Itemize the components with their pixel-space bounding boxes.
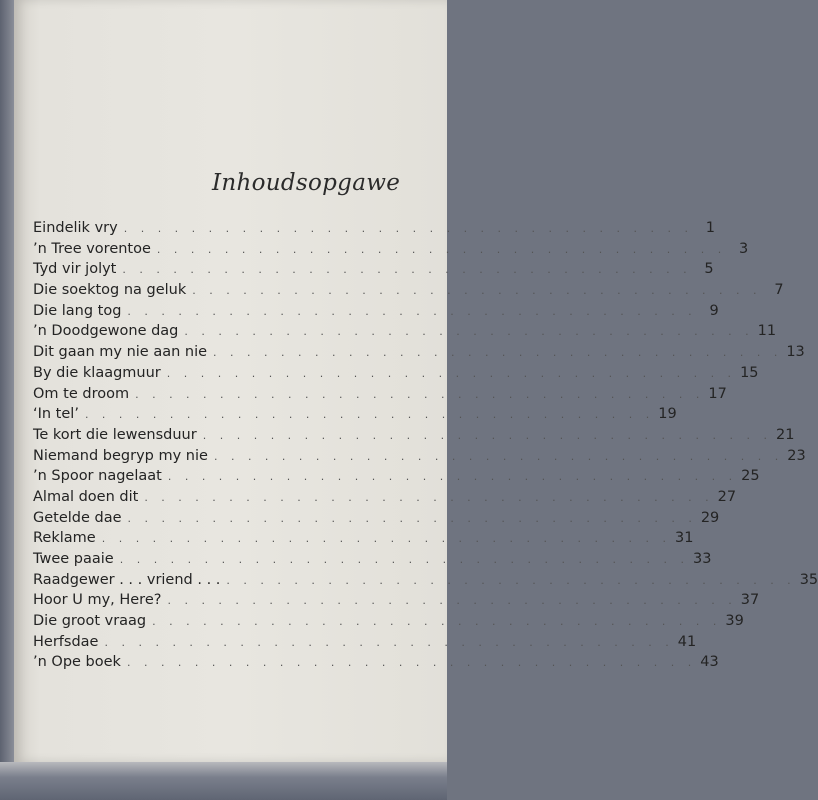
toc-entry-title: Herfsdae xyxy=(33,633,99,650)
toc-entry-title: Die lang tog xyxy=(33,302,122,319)
toc-entry xyxy=(33,282,784,303)
toc-leader-dots: . . . . . . . . . . . . . . . . . . . . . . . . . . . . . . . . . . xyxy=(126,656,697,670)
toc-leader-dots: . . . . . . . . . . . . . . . . . . . . . . . . . . . . . . . . . . xyxy=(226,573,796,587)
toc-entry-title: Eindelik vry xyxy=(33,220,118,236)
toc-leader-dots: . . . . . . . . . . . . . . . . . . . . . . . . . . . . . . . . . . xyxy=(213,449,784,463)
toc-leader-dots: . . . . . . . . . . . . . . . . . . . . . . . . . . . . . . . . . . xyxy=(192,284,762,298)
toc-entry-page: 19 xyxy=(658,406,677,423)
toc-leader-dots: . . . . . . . . . . . . . . . . . . . . . . . . . . . . . . . . . . xyxy=(84,408,655,422)
toc-entry xyxy=(33,509,720,531)
toc-entry xyxy=(33,571,818,593)
toc-entry xyxy=(33,302,719,324)
toc-entry-title: ’n Tree vorentoe xyxy=(33,240,151,257)
toc-entry-title: Dit gaan my nie aan nie xyxy=(33,344,208,361)
toc-leader-dots: . . . . . . . . . . . . . . . . . . . . . . . . . . . . . . . . . . xyxy=(123,222,693,235)
toc-entry-title: ’n Spoor nagelaat xyxy=(33,468,162,485)
toc-entry-page: 25 xyxy=(741,468,760,485)
toc-entry-title: Hoor U my, Here? xyxy=(33,592,162,609)
toc-entry-title: Twee paaie xyxy=(33,551,114,567)
toc-entry xyxy=(33,613,744,634)
toc-entry-title: Niemand begryp my nie xyxy=(33,447,208,464)
page-bottom-edge xyxy=(0,762,447,800)
toc-entry xyxy=(33,654,719,675)
toc-entry xyxy=(33,240,749,262)
toc-entry-title: Reklame xyxy=(33,530,96,547)
toc-entry-page: 7 xyxy=(774,282,784,299)
toc-entry-page: 5 xyxy=(704,261,714,278)
toc-entry xyxy=(33,530,694,551)
toc-entry-page: 27 xyxy=(717,488,737,505)
toc-entry-page: 33 xyxy=(692,551,712,567)
toc-entry xyxy=(33,551,712,572)
toc-leader-dots: . . . . . . . . . . . . . . . . . . . . . . . . . . . . . . . . . . xyxy=(127,511,697,525)
toc-entry-page: 15 xyxy=(740,364,759,381)
page-title: Inhoudsopgawe xyxy=(212,170,401,196)
toc-leader-dots: . . . . . . . . . . . . . . . . . . . . . . . . . . . . . . . . . . xyxy=(167,470,738,484)
toc-leader-dots: . . . . . . . . . . . . . . . . . . . . . . . . . . . . . . . . . . xyxy=(119,553,689,566)
toc-entry-title: Om te droom xyxy=(33,385,130,402)
toc-leader-dots: . . . . . . . . . . . . . . . . . . . . . . . . . . . . . . . . . . xyxy=(156,242,727,256)
toc-entry-page: 23 xyxy=(787,447,806,464)
toc-entry-page: 11 xyxy=(757,323,777,340)
toc-entry-title: ‘In tel’ xyxy=(33,406,79,423)
toc-entry xyxy=(33,344,805,365)
toc-leader-dots: . . . . . . . . . . . . . . . . . . . . . . . . . . . . . . . . . . xyxy=(202,428,772,442)
toc-entry-title: Almal doen dit xyxy=(33,488,139,505)
toc-entry xyxy=(33,220,715,241)
toc-entry-page: 41 xyxy=(677,633,697,650)
toc-leader-dots: . . . . . . . . . . . . . . . . . . . . . . . . . . . . . . . . . . xyxy=(184,325,754,339)
toc-entry-page: 29 xyxy=(700,509,720,526)
toc-entry xyxy=(33,261,714,282)
toc-entry-page: 39 xyxy=(725,613,744,630)
toc-entry-page: 3 xyxy=(738,240,749,257)
toc-entry-page: 35 xyxy=(799,571,818,588)
toc-entry-title: Die soektog na geluk xyxy=(33,282,187,299)
toc-entry-title: ’n Ope boek xyxy=(33,654,121,671)
toc-entry xyxy=(33,633,697,655)
toc-entry-title: ’n Doodgewone dag xyxy=(33,323,179,340)
toc-entry-page: 17 xyxy=(708,385,727,402)
toc-entry-title: Te kort die lewensduur xyxy=(33,426,197,443)
toc-leader-dots: . . . . . . . . . . . . . . . . . . . . . . . . . . . . . . . . . . xyxy=(135,387,705,401)
toc-leader-dots: . . . . . . . . . . . . . . . . . . . . . . . . . . . . . . . . . . xyxy=(213,346,783,360)
toc-leader-dots: . . . . . . . . . . . . . . . . . . . . . . . . . . . . . . . . . . xyxy=(127,304,697,318)
toc-leader-dots: . . . . . . . . . . . . . . . . . . . . . . . . . . . . . . . . . . xyxy=(152,615,722,629)
toc-entry-title: By die klaagmuur xyxy=(33,364,161,381)
toc-leader-dots: . . . . . . . . . . . . . . . . . . . . . . . . . . . . . . . . . . xyxy=(167,594,737,608)
toc-entry xyxy=(33,323,777,344)
book-spine-shadow xyxy=(0,0,14,800)
toc-entry xyxy=(33,426,795,448)
toc-leader-dots: . . . . . . . . . . . . . . . . . . . . . . . . . . . . . . . . . . xyxy=(166,366,737,380)
toc-entry xyxy=(33,488,737,510)
toc-entry-title: Raadgewer . . . vriend . . . xyxy=(33,571,221,588)
toc-entry-title: Tyd vir jolyt xyxy=(33,261,117,278)
toc-leader-dots: . . . . . . . . . . . . . . . . . . . . . . . . . . . . . . . . . . xyxy=(122,263,692,277)
toc-entry xyxy=(33,364,759,386)
toc-entry xyxy=(33,468,760,489)
toc-entry xyxy=(33,385,727,407)
toc-entry xyxy=(33,447,806,469)
toc-entry-title: Getelde dae xyxy=(33,509,122,526)
toc-entry-page: 31 xyxy=(674,530,694,547)
toc-entry-page: 21 xyxy=(776,426,795,443)
toc-entry-title: Die groot vraag xyxy=(33,613,147,630)
toc-entry xyxy=(33,406,677,427)
toc-entry xyxy=(33,592,760,613)
toc-entry-page: 1 xyxy=(705,220,715,236)
table-of-contents xyxy=(33,220,818,675)
toc-entry-page: 43 xyxy=(700,654,719,671)
toc-leader-dots: . . . . . . . . . . . . . . . . . . . . . . . . . . . . . . . . . . xyxy=(104,635,674,649)
toc-entry-page: 13 xyxy=(786,344,805,361)
toc-entry-page: 37 xyxy=(740,592,760,609)
toc-entry-page: 9 xyxy=(709,302,719,319)
show-through-text xyxy=(212,52,417,71)
toc-leader-dots: . . . . . . . . . . . . . . . . . . . . . . . . . . . . . . . . . . xyxy=(144,490,714,504)
toc-leader-dots: . . . . . . . . . . . . . . . . . . . . . . . . . . . . . . . . . . xyxy=(101,532,671,546)
